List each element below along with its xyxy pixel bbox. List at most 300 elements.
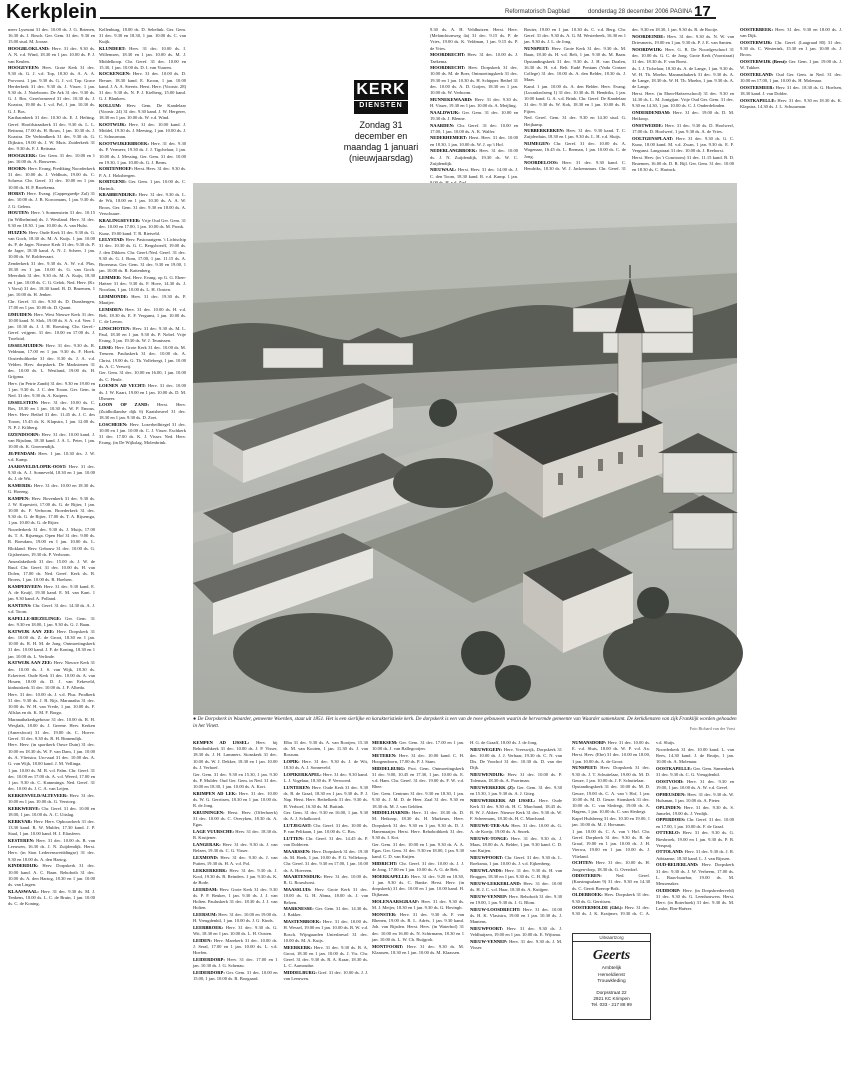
entry-text: Ger. Gem. 31 dec. 17.00 en 1 jan. 10.00 ds. J. van Ballegooijen. bbox=[372, 740, 464, 752]
entry-place: LEXMOND: bbox=[193, 854, 219, 860]
entry-place: LINSCHOTEN: bbox=[99, 326, 131, 332]
service-entry bbox=[656, 830, 734, 849]
listing-column-2 bbox=[99, 27, 187, 446]
ad-address bbox=[573, 990, 650, 1009]
entry-place: LOPIK: bbox=[283, 759, 300, 765]
entry-text: Herv. 31 dec. 19.00 ds. D. M. Heikoop. bbox=[632, 110, 734, 122]
entry-text: Chr. Geref. 31 dec. 10.00 en 17.00, 1 jan. 10.00 ds. A. K. Walfer. bbox=[430, 122, 519, 134]
entry-place: LEIDERDORP: bbox=[193, 956, 225, 962]
entry-text: Ger. Gem. Samenkerk 31 dec. 9.30 ds. C. G. Vreugdenhil. bbox=[656, 765, 734, 778]
entry-text: Herv. 31 dec. 10.00 ds. H. v.d. Belt, 18.30 ds. E. F. Vergunst, 1 jan. 10.00 ds. C. de Leeuw. bbox=[99, 306, 186, 325]
entry-place: OOSTERWIJK (Beest): bbox=[740, 59, 788, 65]
service-entry bbox=[193, 791, 278, 810]
service-entry bbox=[99, 218, 186, 230]
entry-text: Kapel Hulsbeerg 31 dec. 10.30 en 19.00, 1 jan. 10.00 ds. M. J. Horsman. bbox=[572, 815, 650, 828]
service-entry bbox=[8, 343, 95, 380]
listing-column-3 bbox=[430, 27, 518, 177]
photo-illustration bbox=[193, 183, 737, 715]
service-entry bbox=[524, 84, 626, 115]
entry-place: MEERKERK: bbox=[283, 944, 313, 950]
entry-place: NAARDEN: bbox=[430, 122, 455, 128]
entry-place: MOORDRECHT: bbox=[430, 52, 466, 58]
entry-text: Herv. Grote Kerk 31 dec. 10.00 ds. G. H. Abma, 18.00 ds. J. van Belzen. bbox=[283, 887, 368, 905]
entry-place: MOORDRECHT: bbox=[430, 65, 466, 71]
entry-text: Herv. 31 dec. 9.30 ds. N. W. van Driesmeris, 19.00 en 1 jan. 9.30 ds. P. J. E. van Santen. bbox=[632, 33, 734, 45]
entry-text: Chr. Geref. 31 dec. 10.00 ds. P. van Pelikaan, 1 jan. 10.00 ds. C. Bos. bbox=[283, 823, 369, 835]
entry-text: Herv. Grote Kerk 31 dec. 9.30 ds. M. Baan, 18.30 ds. H. v.d. Belt, 1 jan. 9.30 ds. M. Baan. Opstandingskerk 31 dec. 9.30 ds. J. H. van Doalen, 16.30 ds. H. v.d. Belt. Eudé Pontans (Vada Cortaer College) 31 dec. 10.00 ds. A. den Belder, 18.30 ds. J. Maas. bbox=[524, 46, 626, 83]
entry-place: OUDDORP: bbox=[656, 887, 681, 893]
entry-place: MIDDELHARNIS: bbox=[372, 810, 410, 816]
service-entry bbox=[470, 740, 562, 746]
entry-text: Herv. 31 dec. 9.30 ds. J. M. Visser. bbox=[470, 938, 562, 950]
entry-place: KESTEREN: bbox=[8, 838, 35, 843]
entry-text: Herv. Evang. (Cappergaedje Zal) 31 dec. 10.00 ds. J. B. Korcomans, 1 jan. 9.30 ds. J. G. Gelens. bbox=[8, 191, 95, 209]
service-entry bbox=[632, 34, 734, 46]
service-entry bbox=[470, 747, 562, 772]
entry-place: JAARSVELD/LOPIK-OOST: bbox=[8, 463, 67, 469]
entry-text: Herv. 31 dec. 9.30 ds. L. de Wit, 18.00 en 1 jan. 10.30 ds. A. A. W. Broos. Ger. Gem. 31 dec. 9.30 en 18.00 ds. A. Verschuure. bbox=[99, 192, 186, 216]
listing-column-7 bbox=[572, 740, 734, 930]
entry-text: Herv. 31 dec. 9.30 ds. M. J. Meijer, 18.30 en 1 jan. 9.30 ds. G. Hovingh. bbox=[372, 899, 464, 911]
entry-place: LISSE: bbox=[99, 345, 114, 351]
entry-place: NUBBERKERKEN: bbox=[524, 128, 565, 134]
entry-text: Herv. 31 dec. 9.30 ds. M. Klaassen, 18.30 en 1 jan. 10.00 ds. M. Klaassen. bbox=[372, 943, 464, 955]
photo-caption bbox=[193, 716, 737, 736]
entry-text: Bouter, 19.00 en 1 jan. 10.30 ds. C. v.d. Berg. Chr. Geref. 31 dec. 9.30 ds. A. G. M. Westerbeek, 16.30 en 1 jan. 9.30 ds. J. L. de Jong. bbox=[524, 27, 626, 45]
entry-text: Herv. 31 dec. 10.00 ds. I. Willemsen, 18.30 en 1 jan. 10.00 ds. M. J. Middelkoop. Chr. Geref. 31 dec. 10.00 en 15.30, 1 jan. 10.00 ds. D. I. van Vuuren. bbox=[99, 46, 186, 70]
service-entry bbox=[193, 970, 278, 982]
entry-place: OLDEBROEK: bbox=[572, 892, 603, 898]
ad-logo: Geerts bbox=[592, 948, 631, 963]
entry-text: Herv. 31 dec. 10.00 ds. G. A. de Koeijr, 19.00 ds. A. Snoek. bbox=[470, 823, 562, 835]
entry-text: Herst. Herv. (Offerhoerk) 31 dec. 10.00 ds. C. Overyken, 18.30 ds. A. Egas. bbox=[193, 809, 278, 828]
ad-service-1: Ambtelijk bbox=[601, 966, 622, 971]
service-entry bbox=[470, 772, 562, 784]
entry-text: Herst. Herv. (in Eben-Haëzerschool) 31 dec. 9.30 en 14.30 ds. L. M. Jonigijan. Vrije Oud Ger. Gem. 31 dec. 9.30 en 14.30, 1 jan. 10.00 ds. C. J. Onderdelinden. bbox=[632, 91, 734, 109]
service-entry bbox=[470, 881, 562, 893]
entry-place: LEMMONDE: bbox=[99, 294, 129, 300]
entry-place: NIEUWLANDS: bbox=[470, 868, 503, 874]
entry-place: OTTERLO: bbox=[656, 830, 681, 836]
entry-place: LEIDERDORP: bbox=[193, 969, 225, 975]
kerkdiensten-dates: Zondag 31 december en maandag 1 januari (nieuwjaarsdag) bbox=[343, 120, 419, 163]
service-entry bbox=[193, 855, 278, 867]
entry-text: Chr. Geref. 31 dec. 14.30 ds. A. J. v.d. Toorn. bbox=[8, 602, 95, 615]
entry-text: Herv. 31 dec. 9.30 kand. C. Hendriks, 18.30 ds. W. J. Jackensmars. Chr. Geref. 31 dec. 9.30 en 18.30, 1 jan. 9.30 ds. R. de Rooije. bbox=[524, 27, 719, 172]
service-entry bbox=[193, 829, 278, 841]
service-entry bbox=[470, 836, 562, 855]
funeral-advertisement bbox=[572, 933, 651, 1020]
entry-place: KAMPEN: bbox=[8, 495, 30, 501]
entry-text: Herv. 31 dec. 9.30 kand. E. A. de Kruijf, 19.30 kand. E. M. van Kant. 1 jan. 9.30 kand. A. Polland. bbox=[8, 583, 95, 602]
service-entry bbox=[8, 153, 95, 165]
photo-credit: Foto Richard van der Vorst bbox=[689, 726, 735, 731]
service-entry bbox=[8, 559, 95, 584]
entry-text: Herv. 1 jan. 10.30 drs. J. W. v.d. Kamp. bbox=[8, 450, 95, 462]
entry-place: LEKKERKERK: bbox=[193, 867, 228, 873]
entry-text: Herv. (in Petrie Zandt) 31 dec. 9.30 en 19.00 en 1 jan. 9.30 ds. J. C. den Tooon. Ger. Gem. in Ned. 31 dec. 9.30 ds. A. Kuipers. bbox=[8, 380, 95, 399]
entry-text: Herv. 31 dec. 10.00 ds. H. Wessel, 19.00 en 1 jan. 10.00 ds. B. W. v.d. Bosch. Wijngaarden Uniesbresol 31 dec. 10.00 ds. M. A. Kuijs. bbox=[283, 919, 368, 943]
entry-place: LANGERAK: bbox=[193, 841, 221, 847]
entry-text: Herv. Lozerheilbiegel 31 dec. 10.00 en 1 jan. 10.00 ds. C. J. Visser. Eschkerk 31 dec. 17.00 ds. K. J. Visser. Ned. Herv. Evang. (in De Wijkslag, Molenbrink. bbox=[99, 421, 186, 446]
service-entry bbox=[99, 237, 186, 274]
service-entry bbox=[8, 46, 95, 65]
entry-text: meer Lyseumi 31 dec. 10.00 ds. J. G. Brienen, 16.30 ds. J. Bosch. Ger. Gem. 31 dec. 9.30 en 15.00 stud. M. Joosse. bbox=[8, 27, 95, 45]
ad-services bbox=[573, 966, 650, 986]
service-entry bbox=[99, 192, 186, 217]
service-entry bbox=[8, 768, 95, 793]
entry-text: Herv. 31 dec. 10.00 ds. W. G. Gerritsen, 18.30 en 1 jan. 10.00 ds. R. de Jong. bbox=[193, 790, 278, 809]
service-entry bbox=[740, 59, 842, 71]
entry-text: Chr. Geref. 31 dec. 10.00 ds. A. Wagenaar, 16.45 ds. L. Breman, 1 jan. 10.00 ds. C. de Jong. bbox=[524, 141, 626, 159]
entry-text: Herv. Dorpskerk 31 dec. 9.30 ds. G. Gerritsen. bbox=[572, 892, 650, 904]
service-entry bbox=[470, 785, 562, 797]
service-entry bbox=[284, 772, 369, 784]
entry-text: Herv. Herv. (in sportkerk Ouwe Duin) 31 dec. 10.00 en 18.30 ds. W. F. van Dam, 1 jan. 10.00 ds. A. Vlietstra. Uro-zaal 31 dec. 10.00 drs. A. G. van Wijk, 18.00 kand. J. M. Vellinga. bbox=[8, 742, 95, 767]
service-entry bbox=[99, 345, 186, 370]
service-entry bbox=[99, 326, 186, 345]
entry-place: OPPERDOES: bbox=[656, 817, 686, 823]
service-entry bbox=[372, 861, 464, 873]
entry-text: Herv. Pastoraatgem. 't Lichtschip 31 dec. 10.30 ds. G. C. Bergsboerff, 19.00 ds. J. den Dikken. Chr. Geref./Ned. Geref. 31 dec. 9.30 ds. G. J. Bom, 17.00, 1 jan. 11.15 ds. A. Broersma. Ger. Gem. 31 dec. 9.30 en 19.00, 1 jan. 10.00 ds. R. Kattenberg. bbox=[99, 237, 186, 274]
entry-place: HOOGEVEEN: bbox=[8, 65, 40, 71]
entry-text: Herv. 31 dec. 9.30 en 18.00 ds. J. van Dijk. bbox=[740, 27, 842, 39]
service-entry bbox=[8, 660, 95, 691]
entry-text: Karibaonkerk 31 dec. 10.30 ds. E. J. Hefting. Geref. Hoofdstraatkerk 31 dec. 9.30 ds. L. L. Reitsma, 17.00 ds. H. Bouw, 1 jan. 10.30 ds. J. Koastra. De Verbindkerk 31 dec. 9.30 ds. G. Dijkstra, 19.00 ds. J. W. Muis. Zuiderkerk 31 dec. 9.30 ds. F. J. Reitsma. bbox=[8, 115, 95, 152]
entry-place: OOLTGENSPLAAT: bbox=[632, 135, 674, 141]
service-entry bbox=[8, 65, 95, 115]
entry-place: NEDERHEMERT: bbox=[430, 135, 468, 141]
service-entry bbox=[470, 926, 562, 938]
entry-text: Prot. Gem. Ontmoetingskerk 31 dec. 9.00, 10.45 en 17.30, 1 jan. 10.00 ds. E. v.d. Ham. Chr. Geref. 31 dec. 19.00 ds. F. W. v.d. Rhee. bbox=[372, 765, 464, 790]
entry-place: HOORN: bbox=[8, 165, 27, 171]
service-entry bbox=[8, 312, 95, 343]
service-entry bbox=[740, 98, 842, 110]
entry-text: Herv. Dorpskerk 31 dec. 10.00 ds. Z. de Groot, 18.30 en 1 jan. 10.00 ds. R. H. M. de Jong. Ontmoetingskerk 31 dec. 10.00 kand. J. F. de Koning, 18.30 en 1 jan. 10.00 ds. L. Verlinde. bbox=[8, 628, 95, 659]
entry-place: IJZENDOORN: bbox=[8, 431, 40, 437]
service-entry bbox=[193, 957, 278, 969]
entry-text: Herv. 31 dec. 10.00 en 1 jan. 10.00 ds. G. Verstoeg. bbox=[8, 793, 96, 805]
service-entry bbox=[572, 784, 650, 815]
entry-place: OOSTERBEEK: bbox=[740, 27, 774, 32]
entry-text: Herv. Rehoboth 31 dec. 9.30 en 19.00, 1 jan. 9.30 ds. J. G. Blom. bbox=[470, 893, 562, 906]
entry-text: Chr. Geref. 31 dec. 9.30 ds. D. Dunsbergen, 17.00 en 1 jan. 10.00 ds. D. Quant. bbox=[8, 298, 95, 310]
service-entry bbox=[284, 836, 369, 848]
entry-place: HOUTEN: bbox=[8, 210, 30, 216]
entry-place: IJSSELSTEIN: bbox=[8, 399, 39, 405]
entry-text: Herv. 31 dec. 10.00 en 18.30 ds. G. Hoeeng. bbox=[8, 482, 95, 494]
entry-text: Herv. 31 dec. 9.30 ds. J. van Putten, 19.30 ds. H. A. v.d. Pol. bbox=[193, 854, 278, 866]
entry-text: Herv. 31 dec. 18.30 ds. R. Kruijener. bbox=[193, 828, 278, 841]
entry-text: Herv. 31 dec. 9.30 kand. T. C. Zuijderduin, 18.30 en 1 jan. 9.30 ds. L. H. v.d. Sluijs. bbox=[524, 128, 626, 140]
entry-text: Ger. Gem. 31 dec. 10.00 en 16.00, 1 jan. 10.00 ds. C. Heule. bbox=[99, 370, 186, 382]
ad-phone: Tel. 033 - 217 88 99 bbox=[591, 1001, 632, 1007]
entry-place: KANTENS: bbox=[8, 602, 32, 608]
service-entry bbox=[372, 944, 464, 956]
entry-place: ONDERDENDAM: bbox=[632, 110, 671, 116]
entry-place: OCHTEN: bbox=[572, 860, 594, 866]
entry-place: OOSTERMEER: bbox=[740, 84, 775, 90]
service-entry bbox=[193, 810, 278, 829]
service-entry bbox=[99, 307, 186, 326]
entry-place: HOOGKERK: bbox=[8, 153, 38, 159]
page-number: 17 bbox=[694, 3, 711, 20]
entry-text: Herv. Herv. Opbouwkerk 31 dec. 13.30 kand. R. W. Mulder, 17.30 kand. J. P. Staal, 1 jan. 10.00 kand. H. J. Eliasfeen. bbox=[8, 818, 95, 837]
entry-place: NIEUWENDIJK: bbox=[470, 772, 505, 778]
entry-text: Herv. 31 dec. 9.30 ds. P. Vermeer, 19.30 ds. J. J. Tigchelaar, 1 jan. 10.00 ds. J. Messing. Ger. Gem. 31 dec. 10.00 en 19.30, 1 jan. 10.00 ds. G. J. Berns. bbox=[99, 141, 187, 165]
ad-street: Dorpsstraat 22 bbox=[596, 989, 627, 995]
entry-place: NIJMEGEN: bbox=[524, 141, 551, 147]
entry-place: MERKSEM: bbox=[372, 740, 398, 745]
entry-text: Herv. 31 dec. 9.30 ds. H. van Bruggen, 18.30 en 1 jan. 9.30 ds. C. H. Bijl. bbox=[470, 868, 562, 880]
service-entry bbox=[193, 772, 278, 791]
service-entry bbox=[193, 925, 278, 937]
entry-place: NIEUWPOORT: bbox=[470, 925, 504, 931]
paper-name: Reformatorisch Dagblad bbox=[505, 9, 570, 15]
entry-text: Chr. Geref. 31 dec. 10.00 ds. J. J. de Jong, 17.00 en 1 jan. 10.00 ds. A. G. de Rek. bbox=[372, 860, 464, 873]
entry-text: Herv. 31 dec. 10.00 ds. J. v.d. Plus. Prodkerk 31 dec. 9.30 ds. J. B. Rijs. Maranatha 31 dec. 10.00 ds. W. H. van Vrede, 1 jan. 10.00 ds. F. Allslas en ds. K. M. F. Borgo. bbox=[8, 691, 95, 716]
entry-place: LELYSTAD: bbox=[99, 237, 125, 243]
service-entry bbox=[572, 873, 650, 892]
entry-text: Herv. Gem. De Kandelaar (Voorstr. 24) 31 dec. 9.30 kand. J. W. Hergerer, 18.30 en 1 jan. 10.00 ds. W. v.d. Wind. bbox=[99, 102, 186, 121]
service-entry bbox=[99, 46, 186, 71]
service-entry bbox=[470, 798, 562, 823]
entry-text: Herv. 31 dec. 9.30 ds. W. Hulsman, 1 jan. 10.00 ds. A. Pieter. bbox=[656, 791, 734, 803]
entry-text: Herv. 31 dec. 9.30 ds. G. Biesbroek, 19.00 en 1 jan. 9.30 ds. P. B. Verspuij. bbox=[656, 830, 734, 848]
entry-place: HORST: bbox=[8, 191, 26, 197]
service-entry bbox=[8, 483, 95, 495]
date-line bbox=[588, 9, 692, 15]
service-entry bbox=[632, 136, 734, 155]
entry-place: NIEUWERKERK AD IJSSEL: bbox=[470, 797, 536, 803]
entry-place: KERKENVELD/ALTEVEER: bbox=[8, 793, 68, 799]
entry-place: KAPELLE-BIEZELINGE: bbox=[8, 615, 62, 621]
entry-text: H. G. de Graaff, 18.00 ds. J. de Jong. bbox=[470, 740, 538, 745]
entry-place: MIDRICHT: bbox=[372, 860, 398, 866]
logo-line-1: KERK bbox=[356, 81, 406, 98]
entry-text: Elba 31 dec. 9.30 ds. A. van Rooijen, 15.30 ds. M. van Kooten, 1 jan. 11.30 ds. J. van Rossum. bbox=[283, 740, 368, 758]
entry-text: Herv. 31 dec. 9.30 ds. J. K. Kraijmer, 19.30 ds. C. A. v.d. Sluijs. bbox=[572, 740, 676, 917]
service-entry bbox=[656, 779, 734, 791]
service-entry bbox=[8, 629, 95, 660]
entry-place: OUD-BEIJERLAND: bbox=[656, 862, 699, 868]
entry-text: Herv. 31 dec. 9.30 ds. S. Jumelet, 19.00 ds. J. Verdijk. bbox=[656, 804, 734, 816]
service-entry bbox=[372, 766, 464, 791]
entry-text: Ned. Geref. Gem. 31 dec. 9.30 en 14.30 stud. G. Heijkamp. bbox=[524, 115, 626, 127]
entry-place: NIEUW-LOOSDRECHT: bbox=[470, 906, 521, 912]
entry-place: LEERDAM: bbox=[193, 886, 218, 892]
service-entry bbox=[8, 616, 95, 628]
service-entry bbox=[430, 110, 518, 122]
entry-place: NAALDWIJK: bbox=[430, 109, 460, 115]
entry-text: Herv. 31 dec. 9.30 ds. H. Visser, 19.30 en 1 jan. 10.00 ds. A. Meijling. bbox=[430, 96, 519, 108]
entry-text: Herv. 31 dec. 10.00 ds. H. J. C. v.d. Haar, 18.30 ds. A. Kuiijper. bbox=[470, 880, 562, 893]
entry-place: MASTENBROEK: bbox=[283, 919, 321, 925]
entry-text: Ansealakeikerk 31 dec. 15.00 ds. J. W. de Ruuf. Chr. Geref. 31 dec. 10.00 ds. H. van Dolen, 17.00 ds. Ned. Geref. Kerk ds. B. Broers, 1 jan. 10.00 ds. R. Hoelsen. bbox=[8, 558, 95, 583]
entry-text: Noorderkerk 31 dec. 10.00 kand. L. van Rees, 14.30 kand. J. de Bruijn, 1 jan. 10.00 ds. A. Molenaar. bbox=[656, 746, 734, 765]
service-entry bbox=[656, 805, 734, 817]
entry-place: IJMUIDEN: bbox=[8, 311, 33, 317]
service-entry bbox=[8, 166, 95, 191]
entry-place: NIEUWE-TONGE: bbox=[470, 836, 509, 842]
entry-text: Herv. 31 dec. 9.30 ds. J. R. Adriaanse, 18.30 kand. L. J. van Rijssen. bbox=[656, 849, 734, 861]
entry-text: Herv. Grote Kerk 31 dec. 9.30 ds. G. J. v.d. Top, 18.30 ds. A. A. A. Provoost. 1 jan. 9.30 ds. G. J. v.d. Top. Grace Herderkerk 31 dec. 9.30 ds. J. Visser. 1 jan. 9.30 ds. J. Noteboom. De Ark 31 dec. 9.30 ds. G. J. Bos. Gereformeerd 31 dec. 10.30 ds. J. Koastra, 19.00 ds. I. v.d. Pol, 1 jan. 10.30 ds. G. J. Bos. bbox=[8, 65, 95, 114]
entry-text: Herst. Herv. 31 dec. 14.00 ds. J. C. den Toom, 18.30 kand. R. v.d. Kamp. 1 jan. bbox=[430, 167, 519, 179]
kerkdiensten-box bbox=[339, 80, 423, 170]
entry-text: Ger. Gem. 31 dec. 9.30 en 15.30, 1 jan. 9.30 ds. A. J. Giteg. bbox=[470, 784, 562, 797]
service-entry bbox=[8, 742, 95, 767]
entry-place: KINDERDIJK: bbox=[8, 863, 39, 869]
entry-text: Herv. 31 dec. 10.00 en 19.00 ds. H. Vreugdenhil, 1 jan. 10.00 ds. J. G. Kinds. bbox=[193, 911, 278, 924]
entry-place: KRUININGEN: bbox=[193, 809, 225, 815]
service-entry bbox=[572, 860, 650, 872]
entry-text: Zenderkerk 31 dec. 9.30 ds. A. W. v.d. Plas, 18.30 en 1 jan. 10.00 ds. G. van Goch. Meerdink 31 dec. 9.30 ds. M. A. Kuijs, 18.30 en 1 jan. 10.00 ds. C. G. Gelok. Ned. Herv. (Kr. 't Vorst) 31 dec. 18.30 kand. B. D. Bruemen, 1 jan. 10.00 ds. H. Jenker. bbox=[8, 261, 95, 298]
service-entry bbox=[284, 740, 369, 759]
entry-text: Herv. 31 dec. 18.30 ds. G. Hoelsen, 18.30 kand. J. van Dolder. bbox=[740, 84, 842, 97]
entry-place: MAASSLUIS: bbox=[283, 887, 312, 893]
entry-place: MARKNESSE: bbox=[283, 906, 314, 912]
entry-place: NIEUWPOORT: bbox=[470, 855, 504, 861]
entry-text: Herv. Dorpskerk 31 dec. 10.00 ds. M. de Boer, Ontmoetingskerk 31 dec. 19.30 en 1 jan. 10.30 ds. H. Schipper. Bethel 31 dec. 10.00 ds. A. D. Goijen, 18.30 en 1 jan. 10.00 ds. W. Verboom. bbox=[430, 65, 518, 96]
service-entry bbox=[99, 71, 186, 102]
entry-text: Herv. 31 dec. 9.30 en 18.30 ds. K. Klapstra, 14.30 ds. J. L. Schuurman. bbox=[740, 97, 842, 109]
service-entry bbox=[284, 874, 369, 886]
entry-text: Herv. 31 dec. 10.00 ds. H. K. Vlaststra, 19.00 en 1 jan. 10.30 ds. J. Mantens. bbox=[470, 906, 562, 925]
service-entry bbox=[8, 381, 95, 400]
entry-text: Herv. Nieuwe Kerk 31 dec. 10.00 ds. J. S. van Wijk, 18.30 ds. Eckertvei. Oude Kerk 31 dec. 10.00 ds. A. van Houen, 18.00 ds. D. J. van Eekeveld, kinhuiskerk 31 dec. 10.00 ds. J. F. Albeda. bbox=[8, 660, 95, 691]
service-entry bbox=[8, 261, 95, 298]
entry-place: OOSTKAPELLE: bbox=[656, 765, 692, 771]
entry-place: OPHEUSDEN: bbox=[656, 791, 686, 797]
entry-text: Herv. 31 dec. 9.30 ds. F. van Rhenen, 19.00 ds. R. L. Adrés, 1 jan. 9.30 kand. Joh. van Rijsden. Herst. Herv. (in Waterhof) 31 dec. 10.00 en 16.00 ds. N. Schirmann, 18.30 en 1 jan. 10.00 ds. L. W. Ch. Ruijgrok. bbox=[372, 911, 465, 942]
service-entry bbox=[656, 849, 734, 861]
entry-place: NOORDELOOS: bbox=[524, 160, 559, 166]
entry-place: MIDDELBURG: bbox=[372, 765, 406, 771]
header-rule bbox=[100, 17, 716, 19]
entry-place: LOSCHEIEN: bbox=[99, 421, 128, 427]
entry-text: Chr. Geref. 31 dec. 9.30 ds. L. Roeksma, 1 jan. 10.00 ds. J. v.d. Eijkenberg. bbox=[470, 855, 562, 867]
entry-text: Chr. Geref. 31 dec. 10.00 en 17.00, 1 jan. 10.00 ds. F. de Graaf. bbox=[656, 817, 734, 829]
entry-text: Herv. 31 dec. 19.30 ds. P. Maaijee. bbox=[99, 294, 186, 306]
service-entry bbox=[372, 753, 464, 765]
service-entry bbox=[656, 862, 734, 887]
service-entry bbox=[284, 970, 369, 982]
ad-city: 2921 KC Krimpen bbox=[593, 995, 630, 1001]
service-entry bbox=[372, 740, 464, 752]
kerkdiensten-logo bbox=[354, 80, 408, 114]
entry-text: Herv. Bovenkerk 31 dec. 9.30 ds. J. W. Kopesteit, 17.00 ds. G. de Rijter, 1 jan. 10.00 ds. F. Verboom. Broederkerk 31 dec. 9.30 ds. G. de Rijter, 17.00 ds. T. A. Rijsemga, 1 jan. 10.00 ds. G. de Rijter. bbox=[8, 495, 95, 526]
entry-place: LOENEN AD VECHT: bbox=[99, 383, 146, 389]
entry-text: Herv. Dorpskerk 31 dec. 10.00 kand. A. C. Baan. Rehoboth 31 dec. 10.00 ds. A. den Hartog, 18.30 en 1 jan. 10.00 ds. van Lingen. bbox=[8, 863, 95, 887]
service-entry bbox=[99, 179, 186, 191]
entry-place: OPLINDEN: bbox=[656, 804, 682, 810]
logo-line-2: DIENSTEN bbox=[354, 100, 408, 111]
ad-service-3: Trouwkleding bbox=[597, 979, 626, 984]
service-entry bbox=[8, 299, 95, 311]
entry-place: NEDERLANGBROEK: bbox=[430, 148, 477, 154]
entry-text: Opstandingskerk 31 dec. 10.00 ds. M. D. Geuze, 19.00 ds. C. A. van 't Hof, 1 jan. 10.00 ds. M. D. Geuze. Sionskerk 31 dec. 10.00 ds. C. van Sledregt, 19.00 ds. A. Hagens, 1 jan. 10.00 ds. C. van Sledregt. bbox=[572, 784, 650, 815]
entry-place: METEREN: bbox=[372, 752, 397, 758]
service-entry bbox=[656, 888, 734, 913]
entry-text: Oud Ger. Gem. in Ned. 31 dec. 10.00 en 17.00, 1 jan. 10.00 ds. H. Molenaar. bbox=[740, 71, 842, 84]
entry-text: Herv. Grote Kerk 31 dec. 10.00 ds. M. Treuren. Pauluskerk 31 dec. 10.00 ds. A. Christ, 19.00 ds. G. Th. Vollebregt, 1 jan. 10.00 ds. A. C. Verweij. bbox=[99, 345, 186, 369]
service-entry bbox=[284, 919, 369, 944]
entry-text: Herv. 31 dec. 10.00 ds. P. Toleman, 18.30 ds. A. Poortman. bbox=[470, 772, 562, 784]
entry-text: Herv. Oude Kerk 31 dec. 9.30 ds. G. van Goch, 18.30 ds. M. A. Kuijs. 1 jan. 10.00 ds. P. de Jager. Nieuwe Kerk 31 dec. 9.30 ds. P. de Jager, 18.30 kand. A. N. J. Scheer, 1 jan. 10.00 ds. W. Roldervaart. bbox=[8, 229, 95, 260]
entry-place: KORTENHOEF: bbox=[99, 166, 133, 172]
entry-text: Herv. Evang. Prediking Noorderkerk 31 dec. 10.00 ds. J. Veldhuis, 19.00 ds. C. Schreur. Chr. Geref. 31 dec. 10.00 en 1 jan. 10.00 ds. H. P. Broekema. bbox=[8, 165, 95, 190]
entry-text: Herv. 31 dec. 10.00 ds. C. Bos, 18.30 en 1 jan. 10.30 ds. W. P. Emous. Herv. Herv. Bethel 31 dec. 11.45 ds. J. C. des Tooon, 15.45 ds. K. Klapstra, 1 jan. 12.00 ds. N. P. J. Kiliberg. bbox=[8, 399, 95, 430]
service-entry bbox=[524, 115, 626, 127]
service-entry bbox=[284, 945, 369, 970]
entry-text: Herv. 31 dec. 18.30 ds. D. M. Heikoop, 18.30 ds. H. Markeurs. Herv. Dorpskerk 31 dec. 9.30 en 1 jan. 9.30 ds. D. J. Hanemaaijer. Herst. Herv. Rehobothkerk 31 dec. 9.30 ds. I. Kot. bbox=[372, 810, 464, 841]
entry-place: MONTFOORT: bbox=[372, 943, 404, 949]
entry-text: ds. I. J. Tichelaar, 18.30 ds. A. de Lange, 1 jan. 9.30 ds. W. H. Th. Moehn. Maranathakerk 31 dec. 9.30 ds. A. de Lange, 18.30 ds. W. H. Th. Moehn, 1 jan. 9.30 ds. A. de Lange. bbox=[632, 65, 734, 90]
entry-text: Ger. Gem. Centrum 31 dec. 9.30 en 18.30, 1 jan. 9.30 ds. J. M. D. de Heer. Zaal 31 dec. 9.30 en 18.30 ds. M. J. van Geldten. bbox=[372, 791, 464, 809]
entry-text: Herv. (in Dorpsbrederveld) 31 dec. 9.30 ds. G. Leenhouwers. Herst. Herv. (in Boterhoek) 31 dec. 9.30 ds. M. Leuke, Ebn-Haëzer. bbox=[656, 887, 734, 912]
service-entry bbox=[8, 806, 95, 818]
entry-place: LEERSUM: bbox=[193, 911, 217, 917]
entry-place: OOSTERWIJK: bbox=[740, 39, 773, 45]
service-entry bbox=[632, 123, 734, 135]
listing-column-5 bbox=[193, 740, 368, 1062]
service-entry bbox=[372, 874, 464, 899]
service-entry bbox=[470, 868, 562, 880]
service-entry bbox=[470, 939, 562, 951]
entry-place: NIEUW-VENNEP: bbox=[470, 938, 508, 944]
ad-service-2: Hemeldienst bbox=[598, 972, 625, 978]
entry-place: LEERBROEK: bbox=[193, 924, 224, 930]
entry-place: KOCKENGEN: bbox=[99, 71, 131, 77]
section-title: Kerkplein bbox=[6, 1, 98, 23]
entry-place: LEIDEN: bbox=[193, 937, 212, 943]
entry-text: Ger. Gem. 31 dec. 9.30 en 15.30, 1 jan. 9.30 ds. P. Mulder. Oud Ger. Gem. in Ned. 31 dec. 10.00 en 18.30, 1 jan. 10.00 ds. A. Kort. bbox=[193, 771, 278, 789]
service-entry bbox=[99, 370, 186, 382]
service-entry bbox=[284, 759, 369, 771]
entry-place: LUTTEN: bbox=[283, 836, 304, 842]
entry-text: Gref. 31 dec. 10.00 ds. J. J. van Leeuwen. bbox=[283, 969, 368, 982]
entry-text: Herv. Dorpskerk 31 dec. 9.30 ds. J. W. Verheem, 17.00 ds. L. Baas-huurbar, 19.00 ds. M. Meusenaker. bbox=[656, 862, 735, 886]
service-entry bbox=[8, 793, 95, 805]
service-entry bbox=[8, 717, 95, 742]
entry-text: Herv. Dorpskerk 31 dec. 9.30 ds. J. T. Schuttelaar, 19.00 ds. M. D. Geuze, 1 jan. 10.00 ds. J. F. Schuttelaar. bbox=[572, 765, 650, 783]
service-entry bbox=[8, 584, 95, 603]
entry-text: Ger. Gem. 1 jan. 19.00 ds. J. W. Tukker. bbox=[740, 59, 842, 71]
entry-place: ODDSTEREN: bbox=[572, 873, 602, 879]
entry-text: 9.30 ds. A. H. Veldhuizen. Herst. Herv. (Melanchtonweg 4a) 31 dec. 9.15 ds. P. de Vries, 19.00 ds. K. Veldman, 1 jan. 9.15 ds. P. de Vries. bbox=[430, 27, 518, 51]
service-entry bbox=[372, 912, 464, 943]
entry-text: Herv. 31 dec. 9.30 ds. D. Hoolwerf, 17.00 ds. D. Hoolwerf, 1 jan. 9.30 ds. A. de Vries. bbox=[632, 123, 734, 135]
entry-text: Herv. 31 dec. 9.30 ds. A. N. v.d. Wind, 18.30 en 1 jan. 10.00 ds. P. J. van Keulen. bbox=[8, 46, 96, 64]
entry-place: KATWIJK AAN ZEE: bbox=[8, 628, 55, 634]
entry-text: Herv. West Nieuwe Kerk 31 dec. 10.00 kand. N. Slok, 19.00 ds. S. A. v.d. Veer. 1 jan. 10.30 ds. J. J. H. Roesting. Chr. Geref.-Geref. vrijgem. 31 dec. 10.00 en 17.00 ds. J. Troelstal. bbox=[8, 311, 95, 342]
service-entry bbox=[284, 849, 369, 874]
entry-text: Kunz, 19.00 kand. T. R. Rietveld. bbox=[99, 230, 161, 236]
entry-text: Herv. 31 dec. 10.00 kand. J. Middel, 19.30 ds. J. Meesing, 1 jan. 10.00 ds. J. C. Schuurman. bbox=[99, 122, 186, 140]
service-entry bbox=[193, 740, 278, 771]
entry-text: Ger. Gem. 31 dec. 10.00 en 15.00, 1 jan. 10.00 ds. R. Boogaard. bbox=[193, 969, 278, 982]
service-entry bbox=[430, 65, 518, 96]
service-entry bbox=[193, 912, 278, 924]
entry-place: LOPIKERKAPEL: bbox=[283, 772, 322, 778]
service-entry bbox=[470, 855, 562, 867]
service-entry bbox=[740, 27, 842, 39]
entry-text: Herst. Herv. (Zuidhollandse dijk 6) Kaatsheuvel 31 dec. 18.30 en 1 jan. 9.30 ds. D. Zoet. bbox=[99, 402, 187, 420]
listing-column-1 bbox=[8, 27, 95, 1062]
entry-place: NIEUW-LEKKERLAND: bbox=[470, 880, 522, 886]
entry-text: Noorderkerk 31 dec. 9.30 ds. J. Muijs, 17.00 ds. T. A. Rijsemga. Open Hof 31 dec. 9.00 ds. R. Boesdam, 19.00 en 1 jan. 10.00 ds. L. Blokland. Herv. Gebouw 31 dec. 10.00 ds. G. Gijsbertsen, 19.30 ds. P. Verboom. bbox=[8, 527, 95, 557]
service-entry bbox=[99, 402, 186, 421]
